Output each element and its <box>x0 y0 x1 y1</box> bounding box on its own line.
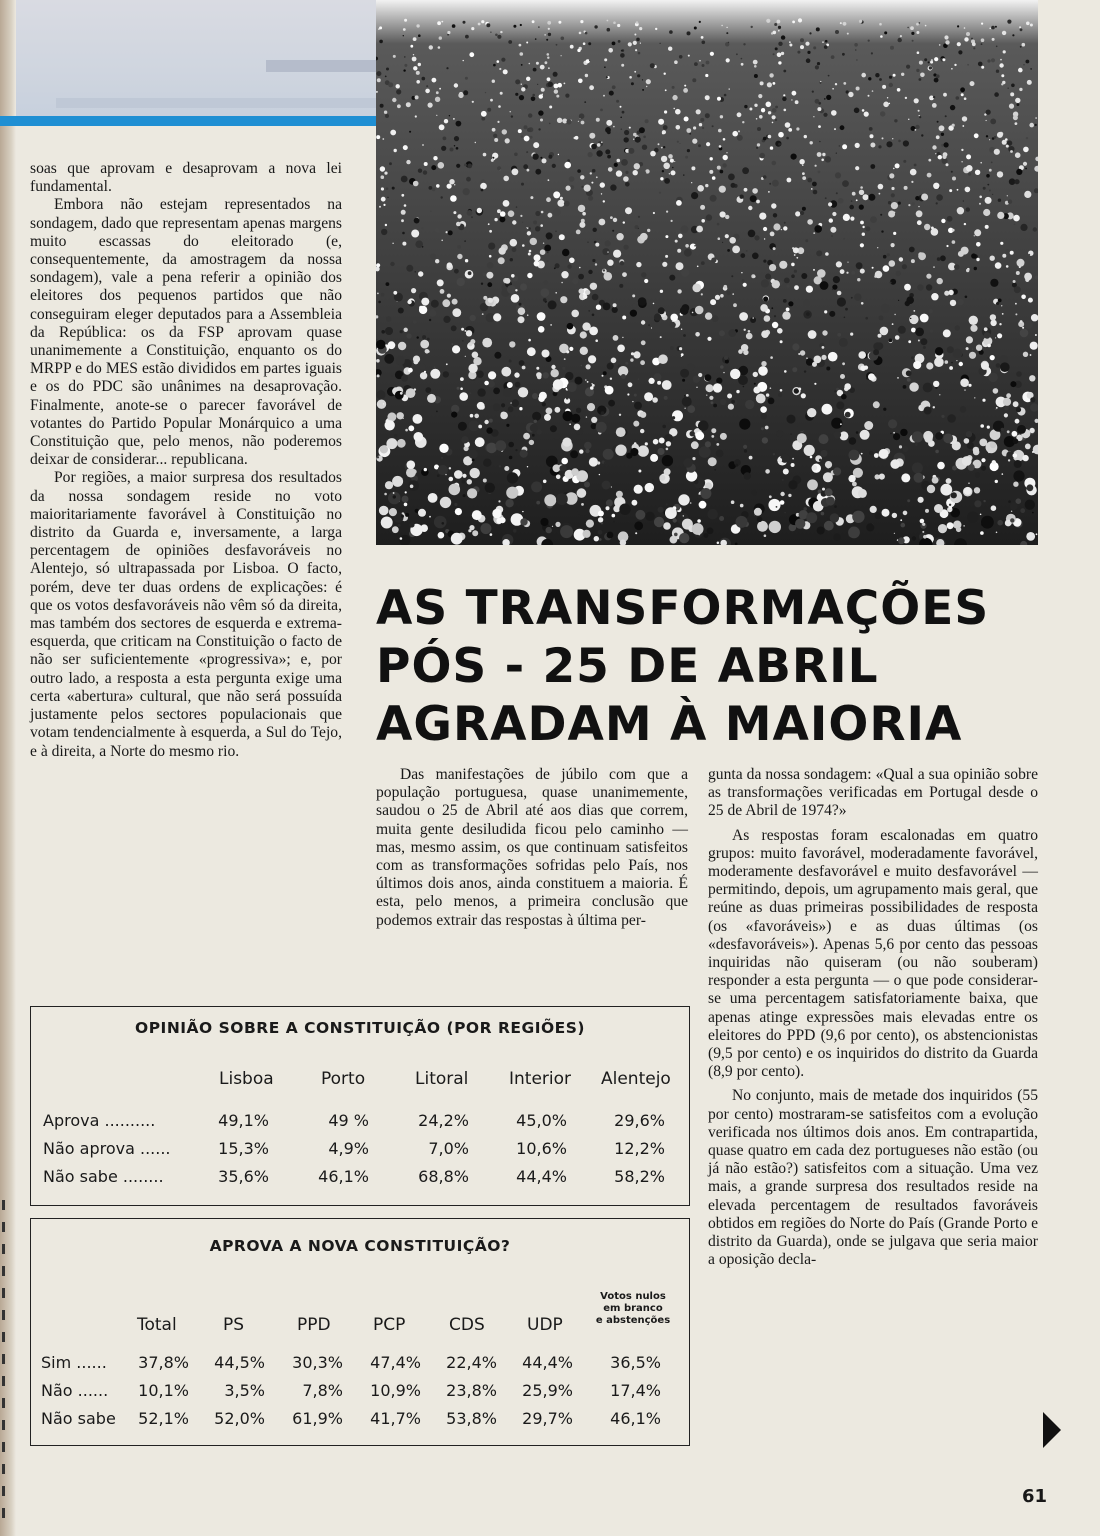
binding-dash <box>2 1398 5 1408</box>
table-cell: 41,7% <box>370 1409 421 1428</box>
article-paragraph: As respostas foram escalonadas em quatro grupos: muito favorável, moderadamente favorável, moderamente desfavorável e muito desfavorável — permitindo, depois, um agrupamento mais geral, que reúne as duas primeiras possibilidades de resposta (os «favoráveis») e as duas últimas (os «desfavoráveis»). Apenas 5,6 por cento das pessoas inquiridas não quiseram (ou não souberam) responder a esta pergunta — o que pode considerar-se uma percentagem satisfatoriamente baixa, que apenas atinge expressões mais elevadas entre os eleitores do PPD (9,6 por cento), os abstencionistas (9,5 por cento) e os inquiridos do distrito da Guarda (8,9 por cento). <box>708 826 1038 1081</box>
binding-dash <box>2 1332 5 1342</box>
middle-text-column <box>376 766 688 930</box>
table-cell: 3,5% <box>224 1381 265 1400</box>
binding-dash <box>2 1354 5 1364</box>
table-cell: 36,5% <box>610 1353 661 1372</box>
column-header: PCP <box>373 1315 406 1335</box>
row-label: Não sabe <box>41 1409 116 1428</box>
faded-header-text <box>56 98 386 108</box>
table-cell: 23,8% <box>446 1381 497 1400</box>
crowd-photo <box>376 0 1038 545</box>
article-paragraph: Embora não estejam representados na sondagem, dado que representam apenas margens muito escassas do eleitorado (e, consequentemente, da amostragem da nossa sondagem), vale a pena referir a opinião dos eleitores dos pequenos partidos que não conseguiram eleger deputados para a Assembleia da República: os da FSP aprovam quase unanimemente a Constituição, enquanto os do MRPP e do MES estão divididos em partes iguais e os do PDC são unânimes na desaprovação. Finalmente, anote-se o parecer favorável de votantes do Partido Popular Monárquico a uma Constituição que, pelo menos, não poderemos deixar de considerar... republicana. <box>30 196 342 469</box>
headline-line: AGRADAM À MAIORIA <box>376 697 963 752</box>
column-header: UDP <box>527 1315 563 1335</box>
headline-line: AS TRANSFORMAÇÕES <box>376 581 990 636</box>
headline-line: PÓS - 25 DE ABRIL <box>376 639 879 694</box>
table-cell: 44,4% <box>522 1353 573 1372</box>
page-number: 61 <box>1022 1486 1048 1507</box>
column-header: Total <box>137 1315 177 1335</box>
table-cell: 49 % <box>328 1111 369 1130</box>
binding-dash <box>2 1244 5 1254</box>
column-header-line: em branco <box>603 1303 663 1314</box>
table-cell: 46,1% <box>610 1409 661 1428</box>
table-cell: 7,0% <box>428 1139 469 1158</box>
binding-dash <box>2 1222 5 1232</box>
column-header-line: e abstenções <box>595 1315 671 1326</box>
binding-dash <box>2 1464 5 1474</box>
column-header-line: Votos nulos <box>600 1291 666 1302</box>
binding-dash <box>2 1376 5 1386</box>
binding-dash <box>2 1266 5 1276</box>
binding-dash <box>2 1200 5 1210</box>
article-paragraph: Das manifestações de júbilo com que a população portuguesa, quase unanimemente, saudou o 25 de Abril até aos dias que correm, muita gente desiludida ficou pelo caminho — mas, mesmo assim, os que continuam satisfeitos com as transformações sofridas pelo País, nos últimos dois anos, ainda constituem a maioria. É esta, pelo menos, a primeira conclusão que podemos extrair das respostas à última per- <box>376 766 688 929</box>
row-label: Não sabe ........ <box>43 1167 164 1186</box>
table-cell: 46,1% <box>318 1167 369 1186</box>
faded-header-text <box>266 60 376 72</box>
table-cell: 12,2% <box>614 1139 665 1158</box>
table-cell: 35,6% <box>218 1167 269 1186</box>
column-header: PPD <box>297 1315 331 1335</box>
column-header: CDS <box>449 1315 485 1335</box>
table-cell: 29,6% <box>614 1111 665 1130</box>
column-header: Interior <box>509 1069 572 1089</box>
table-cell: 24,2% <box>418 1111 469 1130</box>
binding-dash <box>2 1310 5 1320</box>
table-cell: 30,3% <box>292 1353 343 1372</box>
table-cell: 44,5% <box>214 1353 265 1372</box>
table-cell: 37,8% <box>138 1353 189 1372</box>
article-paragraph: Por regiões, a maior surpresa dos resultados da nossa sondagem reside no voto maioritariamente favorável à Constituição no distrito da Guarda e, inversamente, a larga percentagem de opiniões desfavoráveis no Alentejo, só ultrapassada por Lisboa. O facto, porém, deve ter duas ordens de explicações: é que os votos desfavoráveis não vêm só da direita, mas também dos sectores de esquerda e extrema-esquerda, que criticam na Constituição o facto de não ser suficientemente «progressiva»; e, por outro lado, a resposta a esta pergunta exige uma certa «abertura» cultural, que não será possuída justamente pelos sectores populacionais que votam tendencialmente à esquerda, a Sul do Tejo, e à direita, a Norte do mesmo rio. <box>30 469 342 760</box>
row-label: Aprova .......... <box>43 1111 156 1130</box>
table-cell: 53,8% <box>446 1409 497 1428</box>
article-paragraph: gunta da nossa sondagem: «Qual a sua opinião sobre as transformações verificadas em Portugal desde o 25 de Abril de 1974?» <box>708 766 1038 820</box>
crowd-photo-image <box>376 0 1038 545</box>
table-cell: 52,1% <box>138 1409 189 1428</box>
table-cell: 61,9% <box>292 1409 343 1428</box>
left-text-column <box>30 160 342 761</box>
column-header: Alentejo <box>601 1069 671 1089</box>
table-cell: 10,9% <box>370 1381 421 1400</box>
table-cell: 58,2% <box>614 1167 665 1186</box>
table-cell: 68,8% <box>418 1167 469 1186</box>
table-cell: 29,7% <box>522 1409 573 1428</box>
binding-dash <box>2 1420 5 1430</box>
article-paragraph: soas que aprovam e desaprovam a nova lei fundamental. <box>30 160 342 196</box>
table-cell: 10,6% <box>516 1139 567 1158</box>
row-label: Não ...... <box>41 1381 109 1400</box>
table-cell: 15,3% <box>218 1139 269 1158</box>
row-label: Sim ...... <box>41 1353 107 1372</box>
table-cell: 25,9% <box>522 1381 573 1400</box>
binding-strip <box>0 0 16 1536</box>
row-label: Não aprova ...... <box>43 1139 171 1158</box>
regions-table <box>30 1006 690 1206</box>
column-header-votos-nulos <box>587 1291 679 1327</box>
headline <box>376 580 1036 754</box>
binding-dash <box>2 1442 5 1452</box>
article-paragraph: No conjunto, mais de metade dos inquiridos (55 por cento) mostraram-se satisfeitos com a evolução verificada nos últimos dois anos. Em contrapartida, quase quatro em cada dez portugueses não estão (ou já não estão?) satisfeitos com a situação. Uma vez mais, a grande surpresa dos resultados reside na elevada percentagem de resultados favoráveis obtidos em regiões do Norte do País (Grande Porto e distrito da Guarda), onde se julgava que seria maior a oposição decla- <box>708 1087 1038 1269</box>
table-cell: 7,8% <box>302 1381 343 1400</box>
binding-dash <box>2 1486 5 1496</box>
column-header: Lisboa <box>219 1069 274 1089</box>
table-cell: 47,4% <box>370 1353 421 1372</box>
blue-divider-rule <box>0 116 376 126</box>
table-cell: 52,0% <box>214 1409 265 1428</box>
column-header: PS <box>223 1315 245 1335</box>
table-cell: 49,1% <box>218 1111 269 1130</box>
column-header: Litoral <box>415 1069 469 1089</box>
table-title: APROVA A NOVA CONSTITUIÇÃO? <box>209 1237 511 1255</box>
parties-table <box>30 1218 690 1446</box>
right-text-column <box>708 766 1038 1269</box>
table-cell: 22,4% <box>446 1353 497 1372</box>
table-cell: 10,1% <box>138 1381 189 1400</box>
column-header: Porto <box>321 1069 366 1089</box>
table-cell: 44,4% <box>516 1167 567 1186</box>
faded-header-band <box>16 0 378 118</box>
table-cell: 17,4% <box>610 1381 661 1400</box>
binding-dash <box>2 1508 5 1518</box>
binding-dash <box>2 1288 5 1298</box>
table-title: OPINIÃO SOBRE A CONSTITUIÇÃO (POR REGIÕES) <box>135 1019 585 1037</box>
continue-arrow-icon <box>1043 1412 1061 1448</box>
table-cell: 4,9% <box>328 1139 369 1158</box>
table-cell: 45,0% <box>516 1111 567 1130</box>
